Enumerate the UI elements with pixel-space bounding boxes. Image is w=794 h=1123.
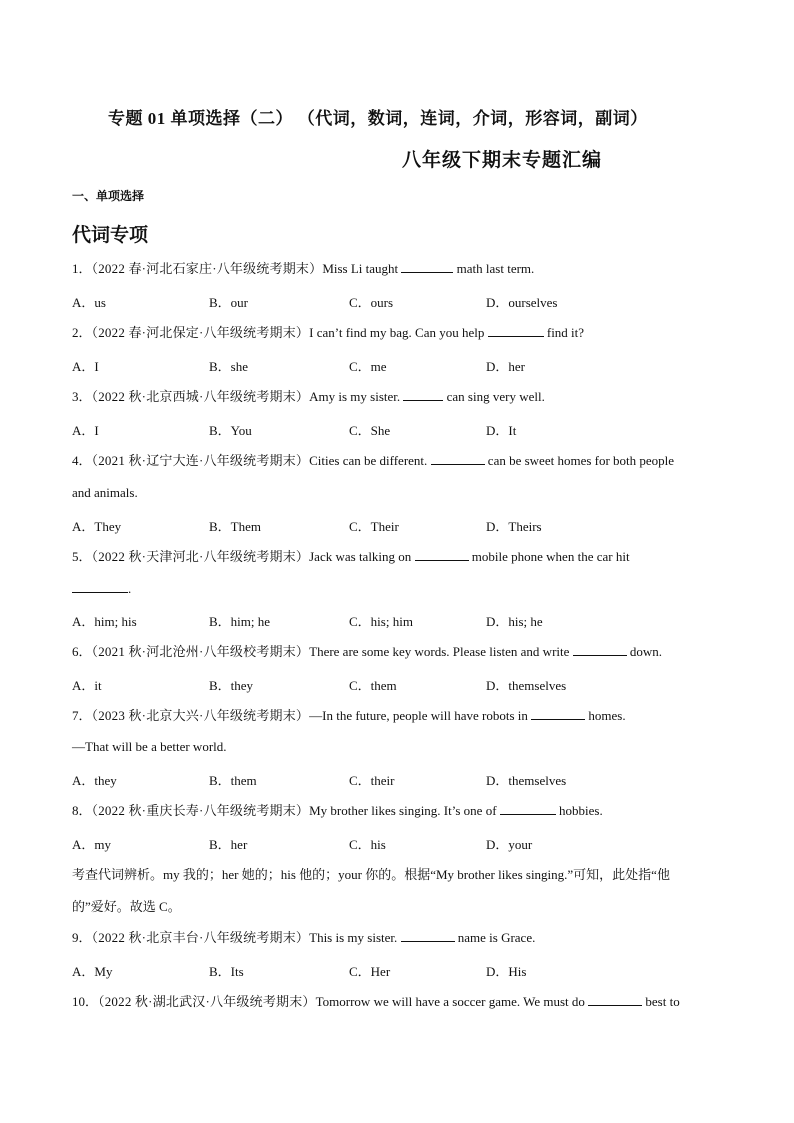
page-title: 专题 01 单项选择（二） （代词，数词，连词，介词，形容词，副词） (108, 109, 648, 128)
options-7 (72, 770, 722, 788)
option-b[interactable]: B．she (209, 359, 249, 374)
option-d[interactable]: D．Theirs (486, 519, 542, 534)
answer-blank (488, 324, 544, 337)
question-number: 7． (72, 708, 92, 723)
question-text: Miss Li taught (322, 261, 402, 276)
options-8 (72, 834, 722, 852)
option-d[interactable]: D．themselves (486, 773, 567, 788)
question-text: best to (642, 994, 680, 1009)
option-b[interactable]: B．they (209, 678, 254, 693)
question-number: 3． (72, 389, 92, 404)
question-3 (72, 388, 545, 406)
option-b[interactable]: B．Them (209, 519, 261, 534)
question-text: name is Grace. (454, 930, 536, 945)
answer-blank (431, 452, 485, 465)
question-text: find it? (543, 325, 585, 340)
question-text: . (128, 581, 132, 596)
question-8 (72, 802, 603, 820)
question-text: down. (626, 644, 663, 659)
option-c[interactable]: C．Her (349, 964, 391, 979)
option-d[interactable]: D．His (486, 964, 527, 979)
option-c[interactable]: C．me (349, 359, 387, 374)
question-9 (72, 929, 535, 947)
question-text: —In the future, people will have robots in (309, 708, 532, 723)
option-a[interactable]: A．My (72, 964, 113, 979)
options-5 (72, 611, 722, 629)
question-number: 4． (72, 453, 92, 468)
question-text: Jack was talking on (309, 549, 415, 564)
answer-blank (415, 548, 469, 561)
question-source: （2022 秋·湖北武汉·八年级统考期末） (98, 994, 316, 1009)
explanation-line-1: 考查代词辨析。my 我的；her 她的；his 他的；your 你的。根据“My brother likes singing.”可知，此处指“他 (72, 867, 670, 882)
answer-blank (401, 929, 455, 942)
question-1 (72, 260, 534, 278)
option-d[interactable]: D．ourselves (486, 295, 558, 310)
answer-blank (72, 580, 128, 593)
question-number: 1． (72, 261, 92, 276)
options-2 (72, 356, 722, 374)
options-6 (72, 675, 722, 693)
answer-blank (500, 802, 556, 815)
option-c[interactable]: C．She (349, 423, 391, 438)
option-a[interactable]: A．him; his (72, 614, 137, 629)
question-text: I can’t find my bag. Can you help (309, 325, 488, 340)
answer-blank (403, 388, 443, 401)
option-a[interactable]: A．they (72, 773, 117, 788)
question-2 (72, 324, 584, 342)
question-source: （2023 秋·北京大兴·八年级统考期末） (91, 708, 310, 723)
question-text: This is my sister. (309, 930, 401, 945)
question-source: （2022 秋·重庆长寿·八年级统考期末） (91, 803, 310, 818)
question-number: 10． (72, 994, 99, 1009)
option-a[interactable]: A．us (72, 295, 106, 310)
option-c[interactable]: C．their (349, 773, 395, 788)
option-b[interactable]: B．Its (209, 964, 244, 979)
question-text: can sing very well. (443, 389, 545, 404)
category-heading: 代词专项 (72, 225, 149, 246)
section-heading: 一、单项选择 (72, 189, 145, 203)
option-d[interactable]: D．themselves (486, 678, 567, 693)
answer-blank (531, 707, 585, 720)
question-text: Cities can be different. (309, 453, 431, 468)
question-source: （2022 春·河北保定·八年级统考期末） (91, 325, 310, 340)
question-text: There are some key words. Please listen and write (309, 644, 573, 659)
option-a[interactable]: A．They (72, 519, 122, 534)
question-number: 6． (72, 644, 92, 659)
option-c[interactable]: C．his (349, 837, 386, 852)
question-source: （2022 秋·天津河北·八年级统考期末） (91, 549, 310, 564)
question-text: Tomorrow we will have a soccer game. We must do (315, 994, 589, 1009)
question-4 (72, 452, 674, 470)
question-10 (72, 993, 680, 1011)
question-5 (72, 548, 630, 566)
option-b[interactable]: B．our (209, 295, 249, 310)
option-b[interactable]: B．him; he (209, 614, 271, 629)
option-d[interactable]: D．her (486, 359, 525, 374)
options-4 (72, 516, 722, 534)
question-7 (72, 707, 626, 725)
answer-blank (401, 260, 453, 273)
explanation-line-2: 的”爱好。故选 C。 (72, 899, 181, 914)
option-d[interactable]: D．your (486, 837, 533, 852)
option-a[interactable]: A．I (72, 423, 99, 438)
question-4-continuation: and animals. (72, 485, 138, 500)
question-5-continuation (72, 580, 131, 598)
option-c[interactable]: C．his; him (349, 614, 413, 629)
option-d[interactable]: D．his; he (486, 614, 543, 629)
question-source: （2022 秋·北京丰台·八年级统考期末） (91, 930, 310, 945)
page-subtitle: 八年级下期末专题汇编 (402, 150, 603, 171)
question-source: （2022 秋·北京西城·八年级统考期末） (91, 389, 310, 404)
question-number: 5． (72, 549, 92, 564)
option-b[interactable]: B．her (209, 837, 248, 852)
question-text: hobbies. (555, 803, 603, 818)
option-a[interactable]: A．my (72, 837, 112, 852)
question-number: 8． (72, 803, 92, 818)
question-source: （2021 秋·辽宁大连·八年级统考期末） (91, 453, 310, 468)
question-number: 2． (72, 325, 92, 340)
question-source: （2021 秋·河北沧州·八年级校考期末） (91, 644, 310, 659)
option-b[interactable]: B．them (209, 773, 257, 788)
option-c[interactable]: C．Their (349, 519, 399, 534)
question-text: mobile phone when the car hit (468, 549, 630, 564)
answer-blank (588, 993, 642, 1006)
question-source: （2022 春·河北石家庄·八年级统考期末） (91, 261, 323, 276)
option-c[interactable]: C．ours (349, 295, 394, 310)
options-9 (72, 961, 722, 979)
option-a[interactable]: A．I (72, 359, 99, 374)
option-a[interactable]: A．it (72, 678, 102, 693)
options-1 (72, 292, 722, 310)
question-6 (72, 643, 662, 661)
answer-blank (573, 643, 627, 656)
option-b[interactable]: B．You (209, 423, 252, 438)
question-number: 9． (72, 930, 92, 945)
options-3 (72, 420, 722, 438)
question-7-continuation: —That will be a better world. (72, 739, 227, 754)
question-text: can be sweet homes for both people (484, 453, 675, 468)
option-d[interactable]: D．It (486, 423, 517, 438)
option-c[interactable]: C．them (349, 678, 397, 693)
question-text: Amy is my sister. (309, 389, 404, 404)
question-text: My brother likes singing. It’s one of (309, 803, 500, 818)
question-text: math last term. (453, 261, 535, 276)
question-text: homes. (585, 708, 626, 723)
